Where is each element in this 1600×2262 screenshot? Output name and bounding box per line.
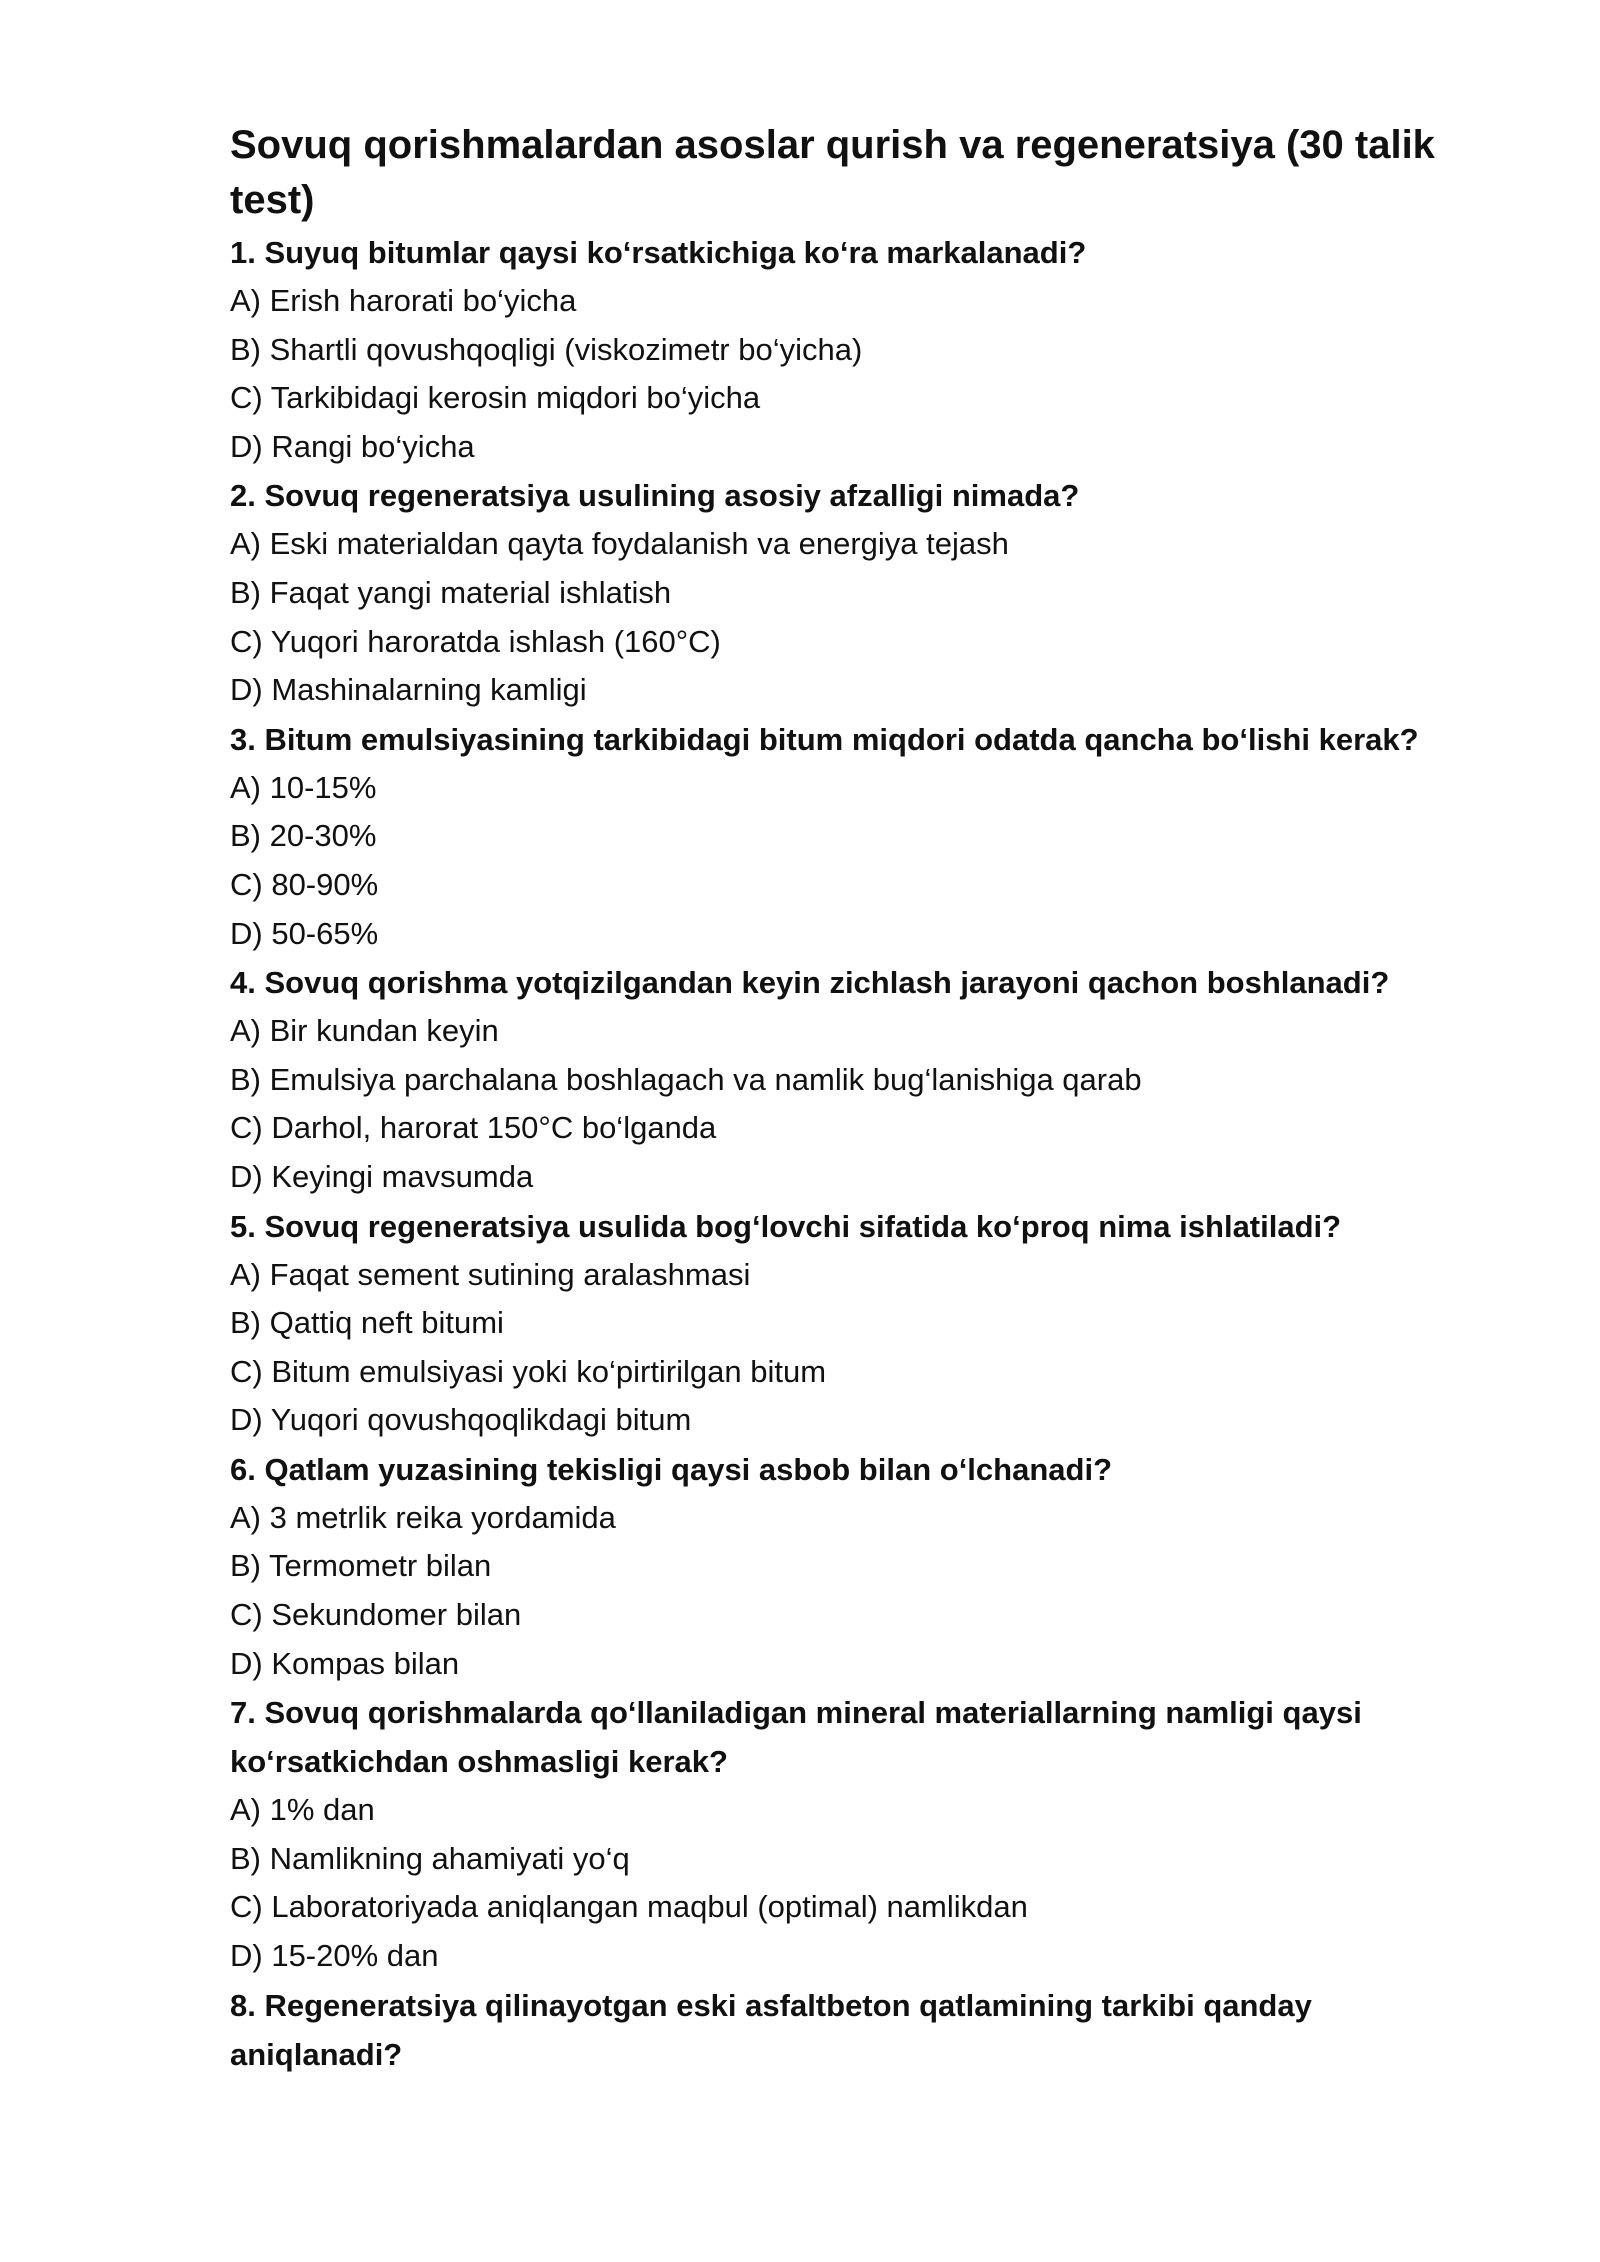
answer-option-d: D) Mashinalarning kamligi xyxy=(230,672,587,708)
answer-option-a: A) Eski materialdan qayta foydalanish va energiya tejash xyxy=(230,526,1009,562)
answer-option-a: A) Erish harorati bo‘yicha xyxy=(230,283,577,318)
answer-option-a: A) Bir kundan keyin xyxy=(230,1013,499,1049)
answer-option-b: B) Termometr bilan xyxy=(230,1548,492,1584)
answer-option-a: A) 10-15% xyxy=(230,769,377,805)
question-text: 6. Qatlam yuzasining tekisligi qaysi asbob bilan o‘lchanadi? xyxy=(230,1451,1113,1487)
answer-option-b: B) Faqat yangi material ishlatish xyxy=(230,574,672,610)
document-title: Sovuq qorishmalardan asoslar qurish va regeneratsiya (30 talik test) xyxy=(230,123,1435,222)
question-text: 4. Sovuq qorishma yotqizilgandan keyin zichlash jarayoni qachon boshlanadi? xyxy=(230,965,1390,1001)
answer-option-c: C) 80-90% xyxy=(230,866,379,902)
question-text: 2. Sovuq regeneratsiya usulining asosiy afzalligi nimada? xyxy=(230,478,1080,514)
question-8 xyxy=(230,1981,1490,2079)
question-2 xyxy=(230,471,1490,714)
answer-option-c: C) Sekundomer bilan xyxy=(230,1597,522,1633)
answer-option-a: A) 1% dan xyxy=(230,1792,375,1828)
question-7 xyxy=(230,1688,1490,1980)
answer-option-d: D) Kompas bilan xyxy=(230,1645,460,1681)
answer-option-b: B) Namlikning ahamiyati yo‘q xyxy=(230,1840,630,1876)
question-text: 5. Sovuq regeneratsiya usulida bog‘lovchi sifatida ko‘proq nima ishlatiladi? xyxy=(230,1208,1342,1244)
question-4 xyxy=(230,958,1490,1201)
answer-option-c: C) Bitum emulsiyasi yoki ko‘pirtirilgan bitum xyxy=(230,1353,827,1389)
answer-option-b: B) Qattiq neft bitumi xyxy=(230,1305,504,1341)
answer-option-d: D) Yuqori qovushqoqlikdagi bitum xyxy=(230,1402,692,1438)
answer-option-a: A) 3 metrlik reika yordamida xyxy=(230,1499,616,1535)
question-5 xyxy=(230,1202,1490,1445)
question-6 xyxy=(230,1445,1490,1688)
question-text: 8. Regeneratsiya qilinayotgan eski asfaltbeton qatlamining tarkibi qanday aniqlanadi? xyxy=(230,1987,1312,2072)
answer-option-a: A) Faqat sement sutining aralashmasi xyxy=(230,1256,751,1292)
answer-option-d: D) Keyingi mavsumda xyxy=(230,1158,534,1194)
answer-option-b: B) Emulsiya parchalana boshlagach va namlik bug‘lanishiga qarab xyxy=(230,1061,1142,1097)
answer-option-c: C) Tarkibidagi kerosin miqdori bo‘yicha xyxy=(230,380,761,416)
document-page xyxy=(230,118,1490,2079)
answer-option-d: D) 15-20% dan xyxy=(230,1938,439,1974)
answer-option-b: B) Shartli qovushqoqligi (viskozimetr bo‘yicha) xyxy=(230,331,863,367)
answer-option-c: C) Yuqori haroratda ishlash (160°C) xyxy=(230,623,721,659)
question-3 xyxy=(230,715,1490,958)
answer-option-c: C) Laboratoriyada aniqlangan maqbul (optimal) namlikdan xyxy=(230,1889,1028,1925)
question-1 xyxy=(230,228,1490,471)
answer-option-d: D) Rangi bo‘yicha xyxy=(230,428,475,464)
question-text: 3. Bitum emulsiyasining tarkibidagi bitum miqdori odatda qancha bo‘lishi kerak? xyxy=(230,721,1419,757)
answer-option-d: D) 50-65% xyxy=(230,915,379,951)
answer-option-c: C) Darhol, harorat 150°C bo‘lganda xyxy=(230,1110,717,1146)
question-text: 1. Suyuq bitumlar qaysi ko‘rsatkichiga ko‘ra markalanadi? xyxy=(230,235,1087,270)
answer-option-b: B) 20-30% xyxy=(230,818,377,854)
question-text: 7. Sovuq qorishmalarda qo‘llaniladigan mineral materiallarning namligi qaysi ko‘rsatkichdan oshmasligi kerak? xyxy=(230,1695,1362,1780)
